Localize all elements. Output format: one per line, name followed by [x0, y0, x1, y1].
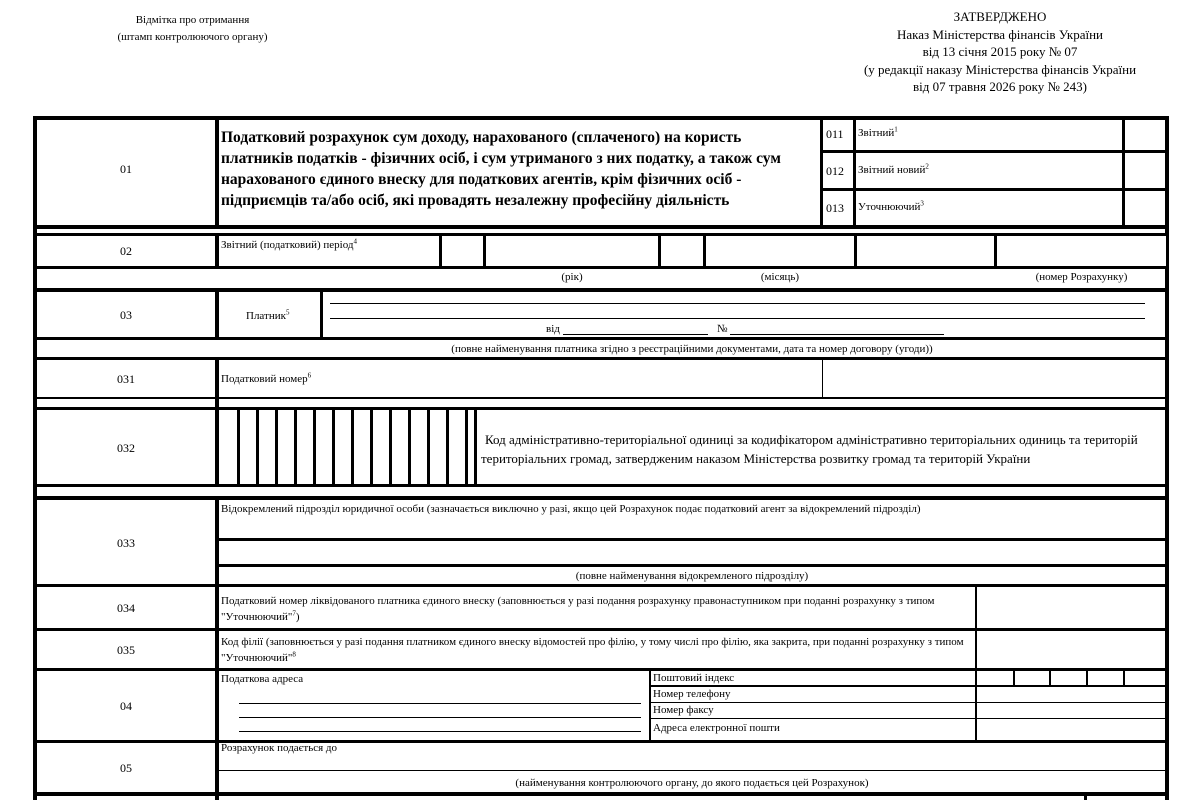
period-label-note: 4 [353, 237, 357, 246]
katottg-cell-divider [465, 410, 468, 485]
katottg-cell-divider [474, 410, 477, 485]
katottg-cell-divider [446, 410, 449, 485]
katottg-cell-divider [351, 410, 354, 485]
row05-bottom-border [33, 792, 1169, 796]
tax-number-input[interactable] [824, 361, 1165, 397]
row033-bottom-border [33, 584, 1169, 587]
payer-number-line[interactable] [730, 334, 944, 335]
liquidated-payer-input[interactable] [978, 589, 1165, 627]
tax-number-label [221, 373, 311, 386]
katottg-cell-divider [294, 410, 297, 485]
postal-cell-divider [1049, 671, 1051, 685]
liquidated-payer-label [221, 593, 969, 625]
authority-input[interactable] [219, 754, 1165, 770]
filial-code-label [221, 634, 969, 666]
authority-label: Розрахунок подається до [221, 742, 338, 754]
period-label-cell [217, 233, 442, 269]
type-011-note: 1 [894, 125, 898, 134]
stamp-caption: (штамп контролюючого органу) [117, 30, 268, 43]
katottg-description: Код адміністративно-територіальної одиниці за кодифікатором адміністративно територіальних одиниць та територій територіальних громад, затвердженим наказом Міністерства розвитку громад та територій України [481, 432, 1138, 466]
row033-code: 033 [117, 536, 135, 550]
row03-caption-border [33, 357, 1169, 360]
row01-type-sep-2 [820, 188, 1169, 191]
row035-code: 035 [117, 643, 135, 657]
row034-value-divider [975, 586, 977, 631]
katottg-cell-divider [389, 410, 392, 485]
row031-value-divider [822, 359, 823, 399]
approval-date: від 13 січня 2015 року № 07 [922, 44, 1078, 59]
row01-top-border [33, 116, 1169, 120]
type-011-label [858, 127, 898, 140]
payer-name-field[interactable] [328, 295, 1146, 335]
payer-label-text: Платник [246, 310, 286, 322]
approval-revision: (у редакції наказу Міністерства фінансів України [863, 61, 1137, 77]
row033-caption-border [217, 564, 1169, 567]
liquidated-payer-note: 7 [292, 609, 296, 618]
fax-label: Номер факсу [653, 704, 714, 716]
row03-bottom-border [33, 337, 1169, 340]
email-input[interactable] [977, 719, 1165, 740]
type-012-text: Звітний новий [858, 164, 926, 176]
payer-date-label: від [546, 323, 560, 335]
payer-line-2 [330, 318, 1145, 319]
type-012-code: 012 [826, 164, 844, 178]
row01-title-divider [820, 116, 823, 229]
postal-code-label: Поштовий індекс [653, 672, 735, 684]
row034-bottom-border [33, 628, 1169, 631]
row04-code: 04 [120, 699, 132, 713]
type-011-checkbox[interactable] [1126, 121, 1166, 149]
katottg-cell-divider [237, 410, 240, 485]
row035-value-divider [975, 630, 977, 671]
payer-caption: (повне найменування платника згідно з реєстраційними документами, дата та номер договору (угоди)) [451, 343, 933, 355]
phone-input[interactable] [977, 687, 1165, 702]
row032-code: 032 [117, 441, 135, 455]
stamp-label: Відмітка про отримання [135, 14, 250, 26]
postal-cell-divider [1086, 671, 1088, 685]
frame-left-border [33, 116, 37, 800]
form-title: Податковий розрахунок сум доходу, нарахованого (сплаченого) на користь платників податків - фізичних осіб, і сум утриманого з них податку, а також сум нарахованого єдиного внеску для податкових агентів, крім фізичних осіб - підприємців та/або осіб, які провадять незалежну професійну діяльність [221, 129, 781, 209]
payer-label-note: 5 [285, 308, 290, 317]
katottg-cell-divider [332, 410, 335, 485]
branch-name-input[interactable] [219, 541, 1165, 564]
payer-date-line[interactable] [563, 334, 708, 335]
approval-block [820, 8, 1180, 96]
row04-bottom-border [33, 740, 1169, 743]
report-number-caption: (номер Розрахунку) [1035, 271, 1128, 283]
month-input[interactable] [703, 233, 857, 269]
katottg-cell-divider [408, 410, 411, 485]
payer-label [246, 310, 289, 323]
phone-label: Номер телефону [653, 688, 731, 700]
liquidated-payer-text: Податковий номер ліквідованого платника єдиного внеску (заповнюється у разі подання розрахунку правонаступником при поданні розрахунку з типом "Уточнюючий" [221, 595, 935, 623]
katottg-cell-divider [370, 410, 373, 485]
row01-bottom-border [33, 225, 1169, 229]
row01-code: 01 [120, 162, 132, 176]
fax-input[interactable] [977, 703, 1165, 718]
row05-input-line [217, 770, 1169, 771]
next-row-divider [1084, 795, 1087, 800]
type-012-checkbox[interactable] [1126, 154, 1166, 187]
branch-label: Відокремлений підрозділ юридичної особи (зазначається виключно у разі, якщо цей Розрахунок подає податковий агент за відокремлений підрозділ) [221, 503, 921, 515]
row031-code: 031 [117, 372, 135, 386]
type-013-text: Уточнюючий [858, 201, 921, 213]
row01-type-sep-1 [820, 150, 1169, 153]
type-013-label [858, 201, 924, 214]
payer-number-label: № [717, 323, 728, 335]
row032-bottom-border [33, 484, 1169, 487]
address-label: Податкова адреса [221, 673, 304, 685]
month-caption: (місяць) [760, 271, 800, 283]
period-label-text: Звітний (податковий) період [221, 239, 354, 251]
year-input[interactable] [483, 233, 661, 269]
katottg-cell-divider [256, 410, 259, 485]
postal-code-cells[interactable] [977, 671, 1165, 685]
row03-code: 03 [120, 308, 132, 322]
row031-bottom-border [33, 407, 1169, 410]
payer-line-1 [330, 303, 1145, 304]
address-input[interactable] [239, 686, 641, 736]
row01-check-divider [1122, 116, 1125, 229]
type-012-label [858, 164, 929, 177]
email-label: Адреса електронної пошти [653, 722, 780, 734]
approval-order: Наказ Міністерства фінансів України [897, 26, 1103, 42]
row01-type-divider [853, 116, 856, 229]
type-013-checkbox[interactable] [1126, 192, 1166, 224]
filial-code-input[interactable] [978, 632, 1165, 668]
address-line-3 [239, 731, 641, 732]
report-number-input[interactable] [994, 233, 1169, 269]
row04-contacts-divider [649, 670, 651, 742]
row03-label-divider [320, 291, 323, 339]
postal-cell-divider [1123, 671, 1125, 685]
row05-code: 05 [120, 761, 132, 775]
year-caption: (рік) [561, 271, 583, 283]
type-013-code: 013 [826, 201, 844, 215]
type-011-code: 011 [826, 127, 844, 141]
approval-revision-date: від 07 травня 2026 року № 243) [913, 79, 1087, 94]
type-012-note: 2 [925, 162, 929, 171]
row02-code: 02 [120, 244, 132, 258]
liquidated-payer-tail: ) [295, 611, 300, 623]
address-line-1 [239, 703, 641, 704]
row033-top-border [33, 496, 1169, 500]
stamp-block [60, 14, 325, 43]
tax-number-label-text: Податковий номер [221, 373, 308, 385]
postal-cell-divider [1013, 671, 1015, 685]
katottg-cell-divider [275, 410, 278, 485]
katottg-cell-divider [313, 410, 316, 485]
row02-bottom-border [33, 288, 1169, 292]
approval-title: ЗАТВЕРДЖЕНО [953, 9, 1047, 24]
katottg-code-cells[interactable] [219, 410, 477, 485]
type-011-text: Звітний [858, 127, 895, 139]
filial-code-text: Код філії (заповнюється у разі подання платником єдиного внеску відомостей про філію, у тому числі про філію, яка закрита, при поданні розрахунку з типом "Уточнюючий" [221, 636, 964, 664]
branch-caption: (повне найменування відокремленого підрозділу) [575, 570, 809, 582]
row034-code: 034 [117, 601, 135, 615]
type-013-note: 3 [920, 199, 924, 208]
tax-number-label-note: 6 [307, 371, 312, 380]
row031-bottom-line [33, 397, 1169, 399]
katottg-cell-divider [427, 410, 430, 485]
address-line-2 [239, 717, 641, 718]
filial-code-note: 8 [292, 650, 296, 659]
authority-caption: (найменування контролюючого органу, до якого подається цей Розрахунок) [515, 777, 869, 789]
